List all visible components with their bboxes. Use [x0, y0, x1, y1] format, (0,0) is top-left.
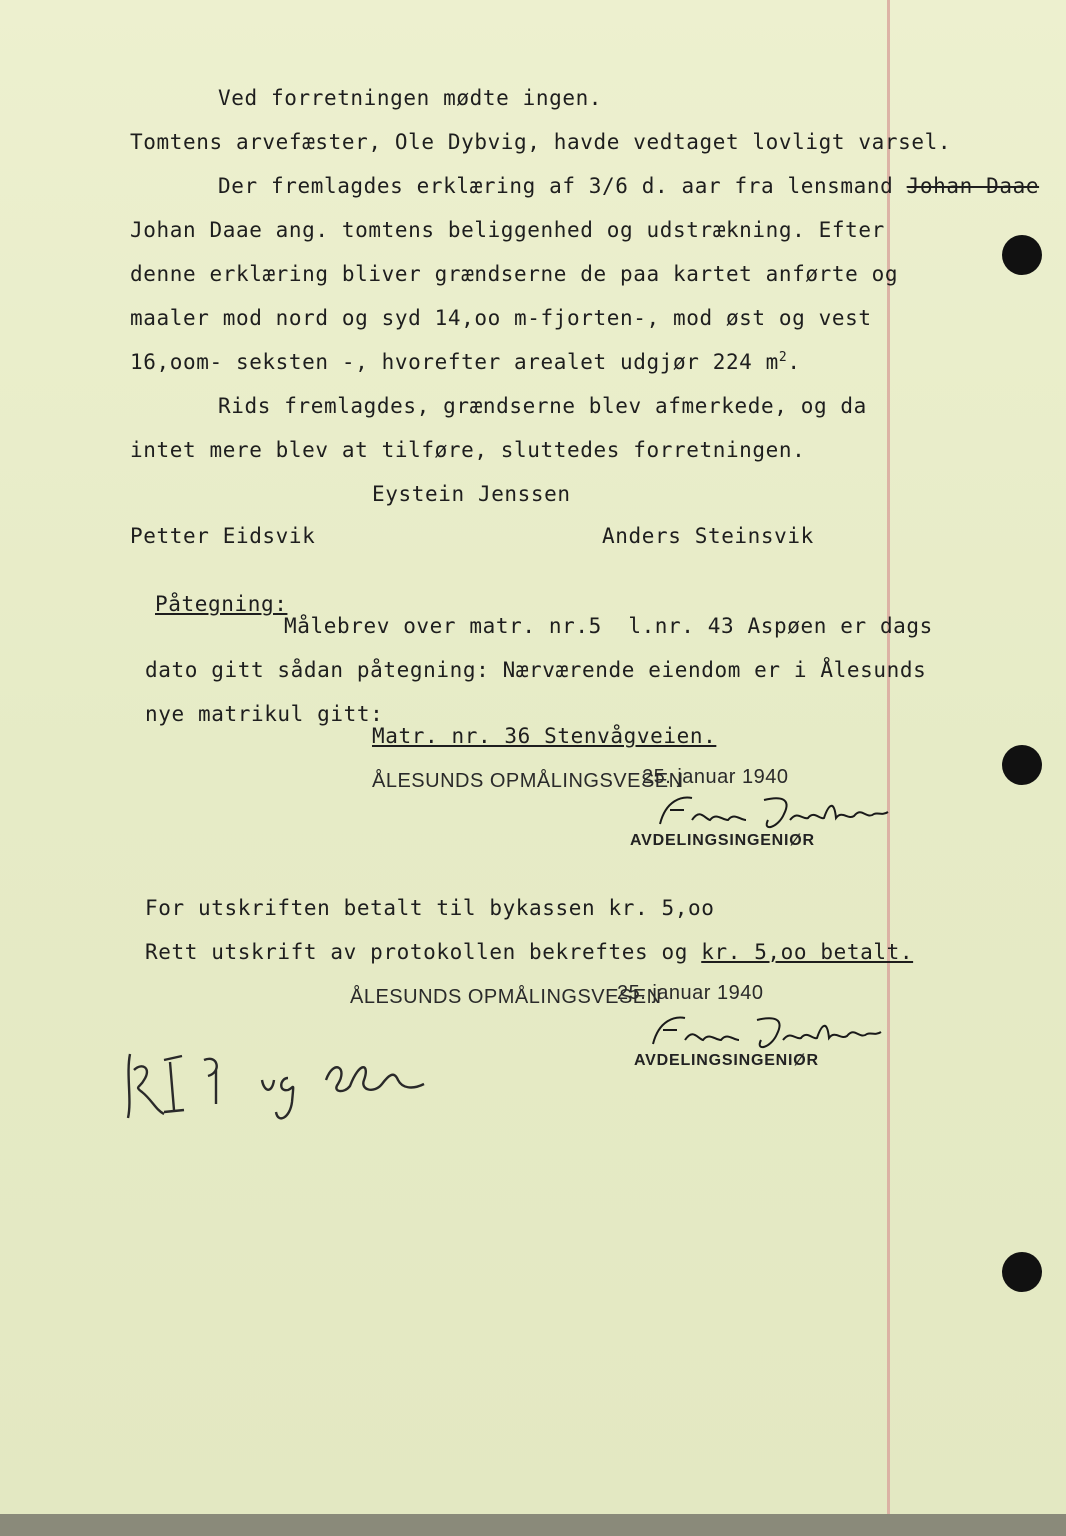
margin-rule — [887, 0, 890, 1536]
signature-name: Petter Eidsvik — [130, 524, 316, 548]
body-line: Johan Daae ang. tomtens beliggenhed og udstrækning. Efter — [130, 218, 885, 242]
punch-hole — [1002, 745, 1042, 785]
stamp-title: AVDELINGSINGENIØR — [634, 1052, 819, 1069]
stamp-title: AVDELINGSINGENIØR — [630, 832, 815, 849]
fee-line: Rett utskrift av protokollen bekreftes og kr. 5,oo betalt. — [145, 940, 914, 964]
body-line: denne erklæring bliver grændserne de paa kartet anførte og — [130, 262, 899, 286]
office-stamp: ÅLESUNDS OPMÅLINGSVESEN — [372, 770, 684, 792]
body-line: Rids fremlagdes, grændserne blev afmerkede, og da — [218, 394, 867, 418]
body-line: Tomtens arvefæster, Ole Dybvig, havde vedtaget lovligt varsel. — [130, 130, 952, 154]
body-line: Ved forretningen mødte ingen. — [218, 86, 603, 110]
endorsement-heading: Påtegning: — [155, 592, 288, 616]
body-line: intet mere blev at tilføre, sluttedes forretningen. — [130, 438, 806, 462]
body-line: Der fremlagdes erklæring af 3/6 d. aar fra lensmand Johan Daae — [218, 174, 1040, 198]
endorsement-line: Matr. nr. 36 Stenvågveien. — [372, 724, 717, 748]
struck-text: Johan Daae — [906, 174, 1040, 198]
punch-hole — [1002, 1252, 1042, 1292]
fee-line: For utskriften betalt til bykassen kr. 5,oo — [145, 896, 715, 920]
stamp-date: 25. januar 1940 — [617, 982, 764, 1004]
signature-name: Eystein Jenssen — [372, 482, 571, 506]
endorsement-line: Målebrev over matr. nr.5 l.nr. 43 Aspøen er dags — [284, 614, 933, 638]
endorsement-line: dato gitt sådan påtegning: Nærværende eiendom er i Ålesunds — [145, 658, 927, 682]
handwritten-annotation — [112, 1040, 452, 1130]
scan-edge — [0, 1514, 1066, 1536]
signature-name: Anders Steinsvik — [602, 524, 814, 548]
office-stamp: ÅLESUNDS OPMÅLINGSVESEN — [350, 986, 662, 1008]
endorsement-line: nye matrikul gitt: — [145, 702, 384, 726]
body-line: maaler mod nord og syd 14,oo m-fjorten-, mod øst og vest — [130, 306, 872, 330]
body-line: 16,oom- seksten -, hvorefter arealet udgjør 224 $m^2$. — [130, 350, 801, 374]
stamp-date: 25. januar 1940 — [642, 766, 789, 788]
punch-hole — [1002, 235, 1042, 275]
